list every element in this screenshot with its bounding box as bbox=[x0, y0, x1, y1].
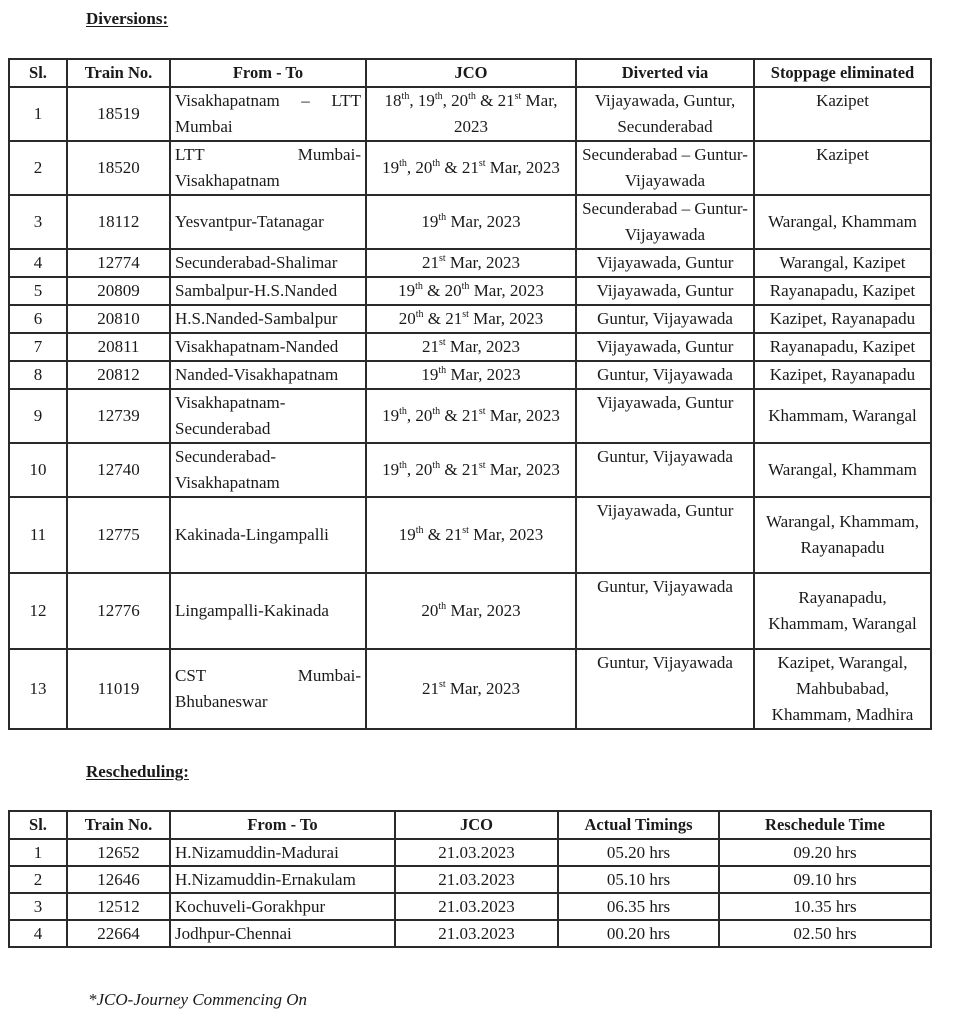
jco-day-suffix: st bbox=[514, 91, 522, 102]
jco-separator: , bbox=[406, 460, 416, 479]
cell-sl: 2 bbox=[9, 866, 67, 893]
jco-separator: Mar, 2023 bbox=[469, 281, 544, 300]
diversion-row bbox=[9, 361, 931, 389]
cell-train-no: 11019 bbox=[67, 649, 170, 729]
jco-day-suffix: st bbox=[438, 253, 446, 264]
header-sl: Sl. bbox=[9, 59, 67, 87]
cell-train-no: 18519 bbox=[67, 87, 170, 141]
cell-sl: 4 bbox=[9, 920, 67, 947]
diversion-row bbox=[9, 497, 931, 573]
jco-day: 21 bbox=[461, 158, 479, 177]
jco-day: 20 bbox=[444, 281, 462, 300]
cell-stoppage-eliminated: Warangal, Khammam, Rayanapadu bbox=[754, 497, 931, 573]
jco-separator: Mar, 2023 bbox=[445, 679, 521, 698]
cell-diverted-via: Vijayawada, Guntur bbox=[576, 249, 754, 277]
rescheduling-row bbox=[9, 839, 931, 866]
jco-day: 19 bbox=[421, 365, 439, 384]
header-reschedule-time: Reschedule Time bbox=[719, 811, 931, 839]
cell-from-to: Visakhapatnam-Secunderabad bbox=[170, 389, 366, 443]
jco-day: 21 bbox=[461, 460, 479, 479]
cell-train-no: 12646 bbox=[67, 866, 170, 893]
cell-from-to: Visakhapatnam-Nanded bbox=[170, 333, 366, 361]
diversion-row bbox=[9, 649, 931, 729]
jco-separator: Mar, 2023 bbox=[485, 460, 560, 479]
cell-jco: 21.03.2023 bbox=[395, 866, 558, 893]
cell-actual-timings: 05.10 hrs bbox=[558, 866, 719, 893]
jco-day-suffix: th bbox=[401, 91, 410, 102]
cell-jco bbox=[366, 389, 576, 443]
cell-jco bbox=[366, 141, 576, 195]
cell-train-no: 12652 bbox=[67, 839, 170, 866]
jco-day-suffix: th bbox=[438, 601, 447, 612]
jco-day-suffix: st bbox=[462, 309, 469, 320]
cell-diverted-via: Vijayawada, Guntur bbox=[576, 333, 754, 361]
jco-day-suffix: st bbox=[478, 460, 486, 471]
cell-train-no: 20809 bbox=[67, 277, 170, 305]
jco-footnote: *JCO-Journey Commencing On bbox=[88, 990, 308, 1009]
jco-day: 20 bbox=[398, 309, 416, 328]
jco-day-suffix: th bbox=[438, 365, 447, 376]
jco-separator: Mar, 2023 bbox=[446, 365, 521, 384]
jco-separator: Mar, 2023 bbox=[446, 212, 521, 231]
jco-day: 20 bbox=[415, 460, 433, 479]
jco-day-suffix: th bbox=[438, 212, 447, 223]
cell-jco bbox=[366, 573, 576, 649]
cell-stoppage-eliminated: Kazipet, Rayanapadu bbox=[754, 305, 931, 333]
rescheduling-heading: Rescheduling: bbox=[86, 762, 189, 781]
cell-train-no: 20810 bbox=[67, 305, 170, 333]
cell-diverted-via: Guntur, Vijayawada bbox=[576, 361, 754, 389]
cell-from-to: H.S.Nanded-Sambalpur bbox=[170, 305, 366, 333]
cell-train-no: 22664 bbox=[67, 920, 170, 947]
cell-train-no: 18112 bbox=[67, 195, 170, 249]
jco-separator: Mar, 2023 bbox=[445, 337, 521, 356]
jco-day: 19 bbox=[398, 281, 416, 300]
jco-separator: & bbox=[475, 91, 498, 110]
jco-separator: Mar, 2023 bbox=[454, 91, 562, 136]
jco-day-suffix: th bbox=[415, 281, 423, 292]
cell-diverted-via: Guntur, Vijayawada bbox=[576, 573, 754, 649]
rescheduling-row bbox=[9, 893, 931, 920]
cell-jco bbox=[366, 87, 576, 141]
cell-stoppage-eliminated: Warangal, Kazipet bbox=[754, 249, 931, 277]
cell-sl: 12 bbox=[9, 573, 67, 649]
cell-sl: 2 bbox=[9, 141, 67, 195]
diversion-row bbox=[9, 141, 931, 195]
cell-sl: 11 bbox=[9, 497, 67, 573]
jco-separator: & bbox=[423, 525, 446, 544]
cell-sl: 1 bbox=[9, 87, 67, 141]
cell-diverted-via: Vijayawada, Guntur bbox=[576, 497, 754, 573]
jco-separator: , bbox=[406, 406, 416, 425]
jco-day-suffix: th bbox=[468, 91, 476, 102]
jco-day-suffix: th bbox=[415, 309, 424, 320]
cell-jco bbox=[366, 649, 576, 729]
cell-from-to: Sambalpur-H.S.Nanded bbox=[170, 277, 366, 305]
jco-separator: & bbox=[422, 281, 445, 300]
cell-sl: 3 bbox=[9, 195, 67, 249]
cell-diverted-via: Guntur, Vijayawada bbox=[576, 443, 754, 497]
jco-day: 18 bbox=[384, 91, 402, 110]
jco-day-suffix: th bbox=[434, 91, 443, 102]
cell-diverted-via: Secunderabad – Guntur-Vijayawada bbox=[576, 141, 754, 195]
header-train-no: Train No. bbox=[67, 59, 170, 87]
jco-day-suffix: th bbox=[399, 406, 407, 417]
cell-jco bbox=[366, 361, 576, 389]
jco-day-suffix: th bbox=[432, 460, 441, 471]
cell-jco bbox=[366, 305, 576, 333]
cell-from-to: Kochuveli-Gorakhpur bbox=[170, 893, 395, 920]
jco-day-suffix: st bbox=[462, 525, 469, 536]
cell-jco bbox=[366, 249, 576, 277]
cell-jco bbox=[366, 333, 576, 361]
diversion-row bbox=[9, 87, 931, 141]
cell-reschedule-time: 10.35 hrs bbox=[719, 893, 931, 920]
cell-from-to: Lingampalli-Kakinada bbox=[170, 573, 366, 649]
cell-train-no: 12512 bbox=[67, 893, 170, 920]
cell-train-no: 12776 bbox=[67, 573, 170, 649]
cell-actual-timings: 05.20 hrs bbox=[558, 839, 719, 866]
cell-stoppage-eliminated: Rayanapadu, Khammam, Warangal bbox=[754, 573, 931, 649]
cell-from-to: Nanded-Visakhapatnam bbox=[170, 361, 366, 389]
jco-day-suffix: th bbox=[399, 158, 407, 169]
jco-day-suffix: st bbox=[438, 679, 446, 690]
jco-day: 19 bbox=[382, 460, 400, 479]
diversion-row bbox=[9, 277, 931, 305]
jco-separator: Mar, 2023 bbox=[446, 601, 521, 620]
header-actual-timings: Actual Timings bbox=[558, 811, 719, 839]
jco-day: 19 bbox=[382, 158, 400, 177]
jco-separator: & bbox=[440, 460, 462, 479]
rescheduling-table bbox=[8, 810, 932, 948]
cell-actual-timings: 06.35 hrs bbox=[558, 893, 719, 920]
jco-day: 19 bbox=[382, 406, 400, 425]
cell-reschedule-time: 09.10 hrs bbox=[719, 866, 931, 893]
diversions-header-row bbox=[9, 59, 931, 87]
diversions-heading: Diversions: bbox=[86, 9, 169, 28]
header-train-no: Train No. bbox=[67, 811, 170, 839]
jco-day: 21 bbox=[461, 406, 479, 425]
rescheduling-row bbox=[9, 866, 931, 893]
cell-sl: 3 bbox=[9, 893, 67, 920]
cell-reschedule-time: 02.50 hrs bbox=[719, 920, 931, 947]
cell-stoppage-eliminated: Rayanapadu, Kazipet bbox=[754, 333, 931, 361]
jco-day: 21 bbox=[421, 337, 439, 356]
cell-diverted-via: Guntur, Vijayawada bbox=[576, 305, 754, 333]
jco-day: 21 bbox=[497, 91, 515, 110]
cell-from-to: Secunderabad-Shalimar bbox=[170, 249, 366, 277]
jco-separator: , bbox=[409, 91, 418, 110]
cell-jco: 21.03.2023 bbox=[395, 839, 558, 866]
cell-stoppage-eliminated: Khammam, Warangal bbox=[754, 389, 931, 443]
cell-sl: 6 bbox=[9, 305, 67, 333]
jco-separator: & bbox=[423, 309, 446, 328]
jco-day: 21 bbox=[445, 525, 463, 544]
rescheduling-header-row bbox=[9, 811, 931, 839]
cell-stoppage-eliminated: Rayanapadu, Kazipet bbox=[754, 277, 931, 305]
cell-train-no: 12775 bbox=[67, 497, 170, 573]
cell-stoppage-eliminated: Kazipet, Warangal, Mahbubabad, Khammam, Madhira bbox=[754, 649, 931, 729]
cell-diverted-via: Guntur, Vijayawada bbox=[576, 649, 754, 729]
diversion-row bbox=[9, 389, 931, 443]
diversion-row bbox=[9, 443, 931, 497]
jco-day: 21 bbox=[421, 253, 439, 272]
cell-actual-timings: 00.20 hrs bbox=[558, 920, 719, 947]
jco-day: 19 bbox=[417, 91, 435, 110]
cell-stoppage-eliminated: Kazipet bbox=[754, 87, 931, 141]
jco-separator: Mar, 2023 bbox=[468, 309, 544, 328]
jco-separator: , bbox=[406, 158, 416, 177]
jco-day: 19 bbox=[398, 525, 416, 544]
cell-reschedule-time: 09.20 hrs bbox=[719, 839, 931, 866]
cell-sl: 10 bbox=[9, 443, 67, 497]
header-jco: JCO bbox=[366, 59, 576, 87]
cell-from-to: LTT Mumbai-Visakhapatnam bbox=[170, 141, 366, 195]
cell-jco bbox=[366, 195, 576, 249]
diversion-row bbox=[9, 195, 931, 249]
cell-diverted-via: Vijayawada, Guntur bbox=[576, 277, 754, 305]
cell-sl: 4 bbox=[9, 249, 67, 277]
header-stoppage-eliminated: Stoppage eliminated bbox=[754, 59, 931, 87]
cell-from-to: Jodhpur-Chennai bbox=[170, 920, 395, 947]
jco-day: 20 bbox=[415, 406, 433, 425]
cell-jco: 21.03.2023 bbox=[395, 920, 558, 947]
jco-day-suffix: th bbox=[432, 406, 441, 417]
cell-from-to: Yesvantpur-Tatanagar bbox=[170, 195, 366, 249]
jco-separator: & bbox=[440, 158, 462, 177]
header-from-to: From - To bbox=[170, 811, 395, 839]
cell-sl: 8 bbox=[9, 361, 67, 389]
cell-jco bbox=[366, 497, 576, 573]
jco-separator: & bbox=[440, 406, 462, 425]
jco-day-suffix: th bbox=[399, 460, 407, 471]
cell-sl: 5 bbox=[9, 277, 67, 305]
jco-day-suffix: st bbox=[478, 158, 486, 169]
cell-stoppage-eliminated: Warangal, Khammam bbox=[754, 195, 931, 249]
jco-separator: Mar, 2023 bbox=[485, 158, 560, 177]
cell-from-to: H.Nizamuddin-Ernakulam bbox=[170, 866, 395, 893]
cell-from-to: Secunderabad-Visakhapatnam bbox=[170, 443, 366, 497]
cell-train-no: 20811 bbox=[67, 333, 170, 361]
jco-day: 20 bbox=[421, 601, 439, 620]
cell-train-no: 12774 bbox=[67, 249, 170, 277]
cell-diverted-via: Vijayawada, Guntur bbox=[576, 389, 754, 443]
cell-sl: 9 bbox=[9, 389, 67, 443]
jco-day: 21 bbox=[445, 309, 463, 328]
jco-day: 20 bbox=[415, 158, 433, 177]
jco-day: 20 bbox=[451, 91, 469, 110]
cell-sl: 7 bbox=[9, 333, 67, 361]
cell-from-to: Visakhapatnam – LTT Mumbai bbox=[170, 87, 366, 141]
header-jco: JCO bbox=[395, 811, 558, 839]
header-sl: Sl. bbox=[9, 811, 67, 839]
diversions-table bbox=[8, 58, 932, 730]
cell-stoppage-eliminated: Kazipet bbox=[754, 141, 931, 195]
cell-train-no: 20812 bbox=[67, 361, 170, 389]
cell-sl: 1 bbox=[9, 839, 67, 866]
diversion-row bbox=[9, 249, 931, 277]
cell-stoppage-eliminated: Kazipet, Rayanapadu bbox=[754, 361, 931, 389]
cell-stoppage-eliminated: Warangal, Khammam bbox=[754, 443, 931, 497]
cell-train-no: 12739 bbox=[67, 389, 170, 443]
cell-sl: 13 bbox=[9, 649, 67, 729]
jco-day-suffix: th bbox=[432, 158, 441, 169]
cell-diverted-via: Secunderabad – Guntur-Vijayawada bbox=[576, 195, 754, 249]
diversion-row bbox=[9, 305, 931, 333]
diversion-row bbox=[9, 333, 931, 361]
cell-train-no: 12740 bbox=[67, 443, 170, 497]
cell-from-to: CST Mumbai-Bhubaneswar bbox=[170, 649, 366, 729]
rescheduling-row bbox=[9, 920, 931, 947]
jco-day: 19 bbox=[421, 212, 439, 231]
jco-day-suffix: th bbox=[415, 525, 424, 536]
jco-separator: , bbox=[442, 91, 452, 110]
cell-train-no: 18520 bbox=[67, 141, 170, 195]
header-from-to: From - To bbox=[170, 59, 366, 87]
jco-separator: Mar, 2023 bbox=[485, 406, 560, 425]
jco-day-suffix: st bbox=[438, 337, 446, 348]
jco-separator: Mar, 2023 bbox=[468, 525, 544, 544]
cell-from-to: H.Nizamuddin-Madurai bbox=[170, 839, 395, 866]
cell-from-to: Kakinada-Lingampalli bbox=[170, 497, 366, 573]
diversion-row bbox=[9, 573, 931, 649]
jco-separator: Mar, 2023 bbox=[445, 253, 521, 272]
cell-diverted-via: Vijayawada, Guntur, Secunderabad bbox=[576, 87, 754, 141]
cell-jco bbox=[366, 443, 576, 497]
jco-day: 21 bbox=[421, 679, 439, 698]
jco-day-suffix: th bbox=[461, 281, 470, 292]
cell-jco: 21.03.2023 bbox=[395, 893, 558, 920]
cell-jco bbox=[366, 277, 576, 305]
header-diverted-via: Diverted via bbox=[576, 59, 754, 87]
jco-day-suffix: st bbox=[478, 406, 486, 417]
